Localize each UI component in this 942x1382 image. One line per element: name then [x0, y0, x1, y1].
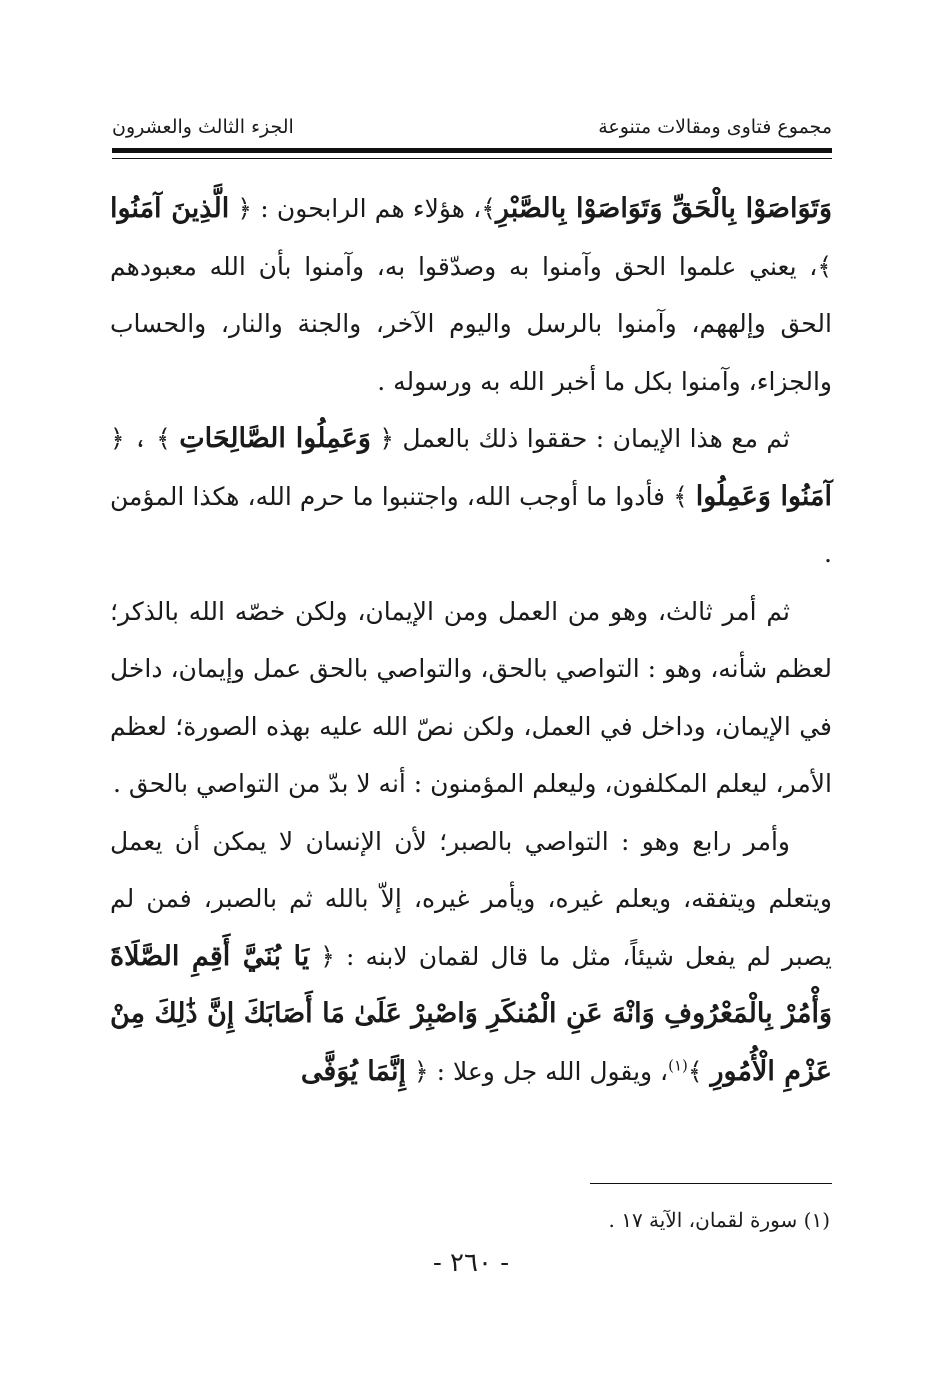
body-text-segment: ﴾، هؤلاء هم الرابحون : ﴿ [229, 194, 496, 223]
quran-verse: إِنَّمَا يُوَفَّى [300, 1055, 407, 1087]
quran-verse: وَتَوَاصَوْا بِالْحَقِّ وَتَوَاصَوْا بِالصَّبْرِ [495, 193, 832, 224]
page-number: - ٢٦٠ - [432, 1248, 510, 1278]
running-header [112, 112, 832, 148]
quran-verse: يَا بُنَيَّ أَقِمِ الصَّلَاةَ وَأْمُرْ بِالْمَعْرُوفِ وَانْهَ عَنِ الْمُنكَرِ وَاصْبِرْ عَلَىٰ مَا أَصَابَكَ إِنَّ ذَٰلِكَ مِنْ عَزْمِ الْأُمُورِ [110, 940, 832, 1087]
body-text-segment: ﴾ [687, 1056, 711, 1086]
footnote-reference: (١) [668, 1056, 688, 1075]
quran-verse: الَّذِينَ آمَنُوا [110, 193, 230, 224]
paragraph-2 [110, 410, 832, 583]
body-text [110, 180, 832, 1100]
quran-verse: آمَنُوا وَعَمِلُوا [695, 480, 833, 512]
body-text-segment: ﴾ ، ﴿ [110, 424, 180, 453]
paragraph-3 [110, 583, 832, 813]
header-rule-thin [112, 158, 832, 159]
footnote-1: (١) سورة لقمان، الآية ١٧ . [608, 1208, 830, 1232]
paragraph-4 [110, 813, 832, 1101]
body-text-segment: ، ويقول الله جل وعلا : ﴿ [406, 1056, 669, 1086]
quran-verse: وَعَمِلُوا الصَّالِحَاتِ [179, 423, 371, 454]
body-text-segment: ﴾، يعني علموا الحق وآمنوا به وصدّقوا به، وآمنوا بأن الله معبودهم الحق وإلههم، وآمنوا بالرسل واليوم الآخر، والجنة والنار، والحساب والجزاء، وآمنوا بكل ما أخبر الله به ورسوله . [110, 251, 832, 396]
footnote-rule [590, 1183, 832, 1184]
body-text-segment: ﴾ فأدوا ما أوجب الله، واجتنبوا ما حرم الله، هكذا المؤمن . [110, 481, 832, 568]
body-text-segment: ثم مع هذا الإيمان : حققوا ذلك بالعمل ﴿ [370, 424, 791, 453]
book-title: مجموع فتاوى ومقالات متنوعة [598, 116, 832, 138]
header-rule-thick [112, 148, 832, 153]
body-text-segment: ثم أمر ثالث، وهو من العمل ومن الإيمان، ولكن خصّه الله بالذكر؛ لعظم شأنه، وهو : التواصي بالحق، والتواصي بالحق عمل وإيمان، داخل في الإيمان، وداخل في العمل، ولكن نصّ الله عليه بهذه الصورة؛ لعظم الأمر، ليعلم المكلفون، وليعلم المؤمنون : أنه لا بدّ من التواصي بالحق . [110, 596, 832, 798]
volume-label: الجزء الثالث والعشرون [112, 116, 294, 138]
paragraph-1 [110, 180, 832, 410]
body-text-segment: وأمر رابع وهو : التواصي بالصبر؛ لأن الإنسان لا يمكن أن يعمل ويتعلم ويتفقه، ويعلم غيره، ويأمر غيره، إلاّ بالله ثم بالصبر، فمن لم يصبر لم يفعل شيئاً، مثل ما قال لقمان لابنه : ﴿ [110, 826, 832, 971]
